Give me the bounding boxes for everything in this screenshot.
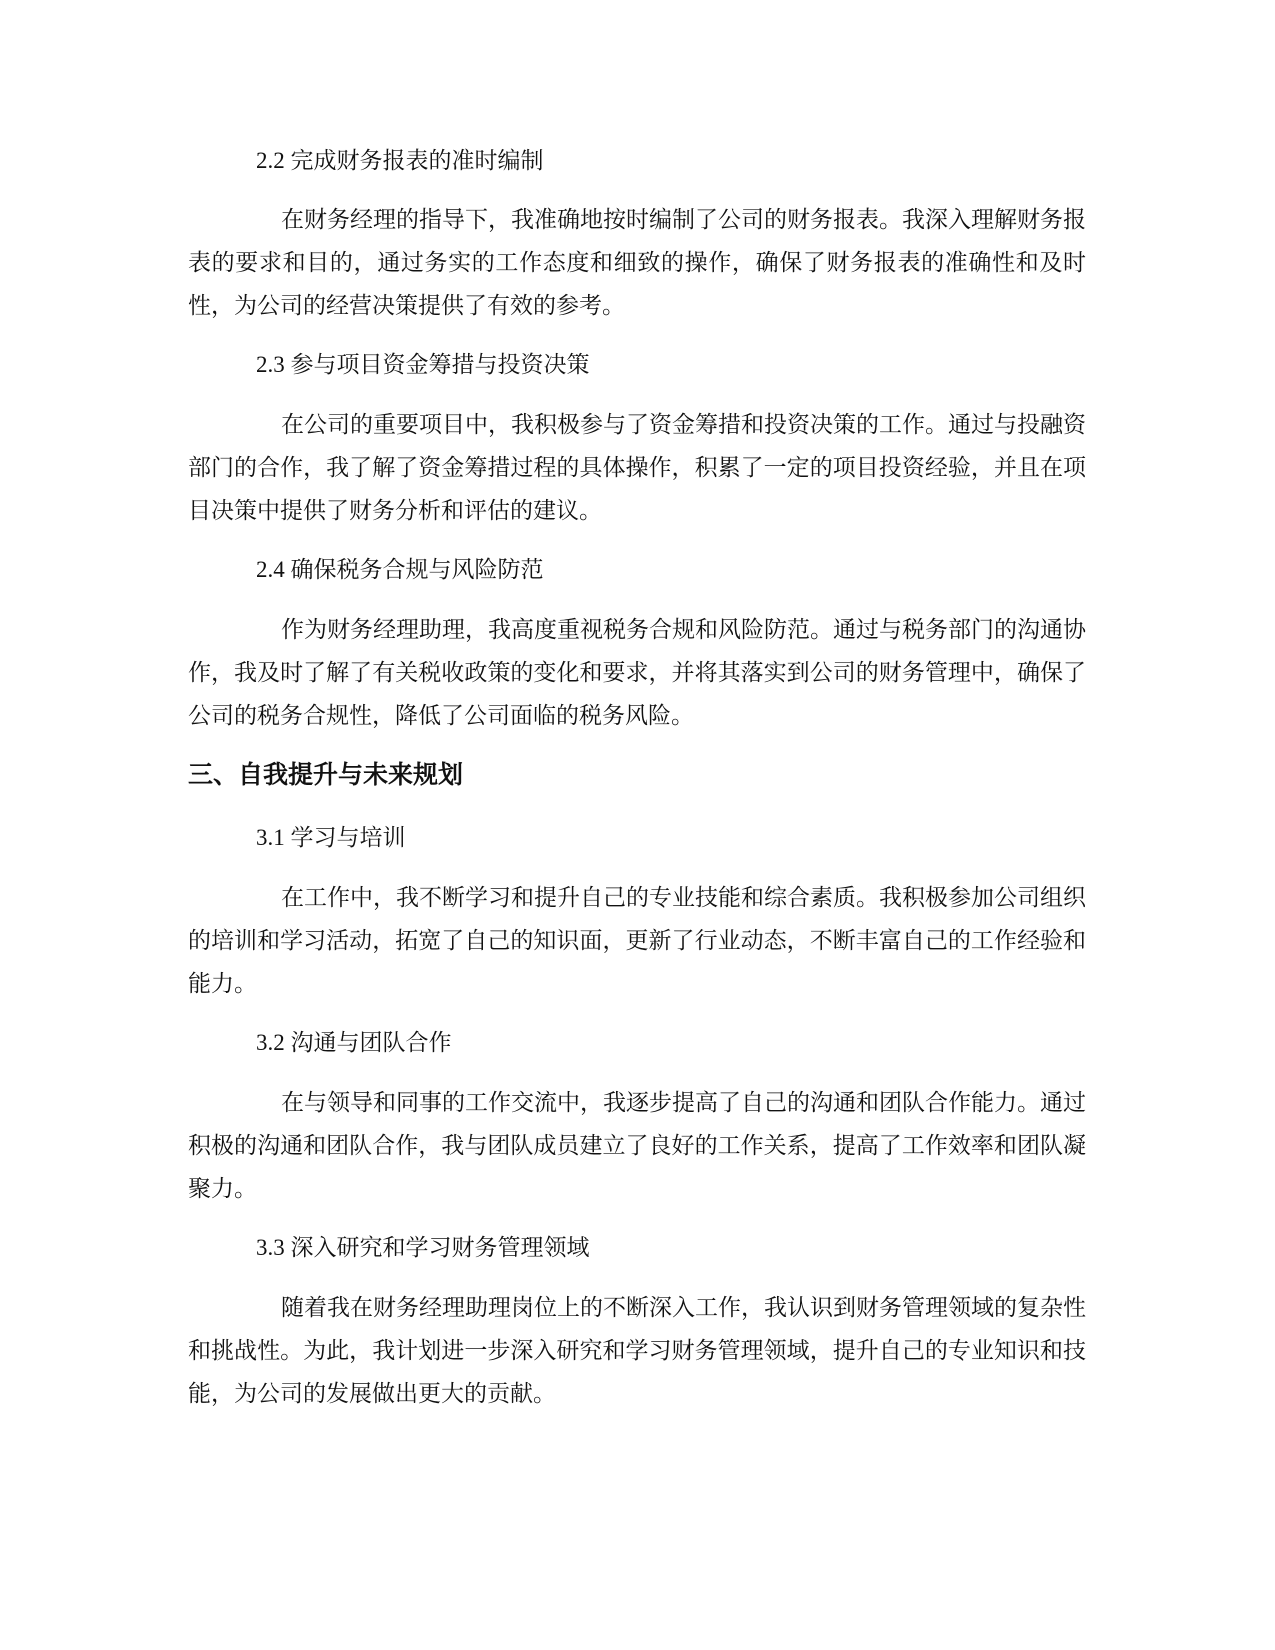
- paragraph-2-2: 在财务经理的指导下，我准确地按时编制了公司的财务报表。我深入理解财务报表的要求和目的，通过务实的工作态度和细致的操作，确保了财务报表的准确性和及时性，为公司的经营决策提供了有效的参考。: [188, 207, 1086, 319]
- paragraph-2-4: 作为财务经理助理，我高度重视税务合规和风险防范。通过与税务部门的沟通协作，我及时了解了有关税收政策的变化和要求，并将其落实到公司的财务管理中，确保了公司的税务合规性，降低了公司面临的税务风险。: [188, 617, 1086, 729]
- paragraph-3-1: 在工作中，我不断学习和提升自己的专业技能和综合素质。我积极参加公司组织的培训和学习活动，拓宽了自己的知识面，更新了行业动态，不断丰富自己的工作经验和能力。: [188, 885, 1086, 997]
- subheading-2-2: 2.2 完成财务报表的准时编制: [256, 148, 544, 173]
- paragraph-3-2: 在与领导和同事的工作交流中，我逐步提高了自己的沟通和团队合作能力。通过积极的沟通和团队合作，我与团队成员建立了良好的工作关系，提高了工作效率和团队凝聚力。: [188, 1090, 1086, 1202]
- subheading-3-2: 3.2 沟通与团队合作: [256, 1030, 452, 1055]
- subheading-2-3: 2.3 参与项目资金筹措与投资决策: [256, 352, 590, 377]
- paragraph-3-3: 随着我在财务经理助理岗位上的不断深入工作，我认识到财务管理领域的复杂性和挑战性。为此，我计划进一步深入研究和学习财务管理领域，提升自己的专业知识和技能，为公司的发展做出更大的贡献。: [188, 1295, 1086, 1407]
- subheading-3-3: 3.3 深入研究和学习财务管理领域: [256, 1235, 590, 1260]
- subheading-2-4: 2.4 确保税务合规与风险防范: [256, 557, 544, 582]
- subheading-3-1: 3.1 学习与培训: [256, 825, 406, 850]
- paragraph-2-3: 在公司的重要项目中，我积极参与了资金筹措和投资决策的工作。通过与投融资部门的合作，我了解了资金筹措过程的具体操作，积累了一定的项目投资经验，并且在项目决策中提供了财务分析和评估的建议。: [188, 412, 1086, 524]
- section-title-3: 三、自我提升与未来规划: [188, 760, 464, 789]
